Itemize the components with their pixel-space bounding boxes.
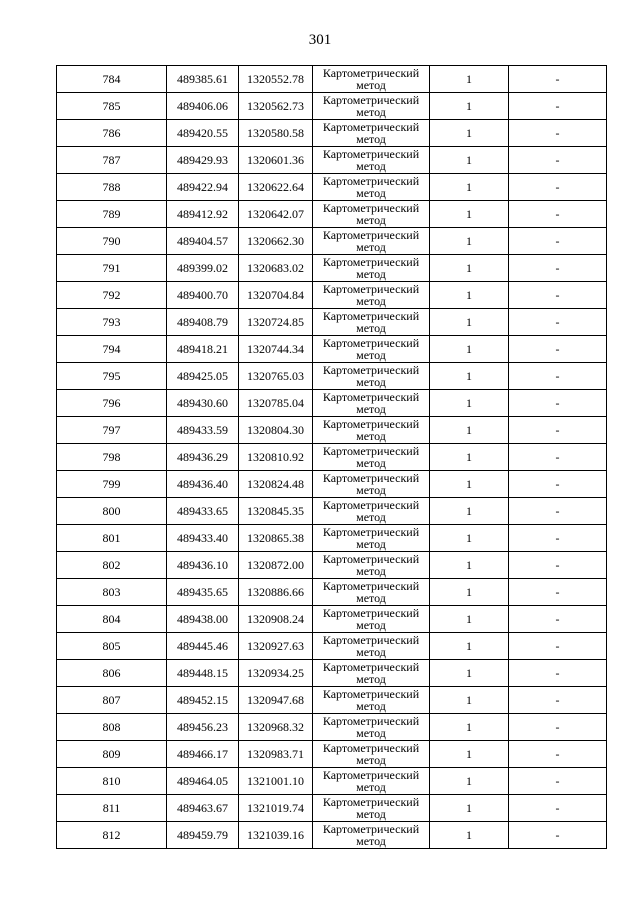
coord-y-cell: 1320824.48: [239, 471, 313, 498]
method-line-1: Картометрический: [322, 309, 420, 323]
method-line-1: Картометрический: [322, 363, 420, 377]
coord-x-cell: 489404.57: [167, 228, 239, 255]
method-cell: [313, 417, 430, 444]
table-row: [57, 822, 607, 849]
coord-y-cell: 1320934.25: [239, 660, 313, 687]
method-line-1: Картометрический: [322, 633, 420, 647]
point-number-cell: 784: [57, 66, 167, 93]
table-row: [57, 66, 607, 93]
method-line-2: метод: [356, 564, 386, 578]
table-row: [57, 795, 607, 822]
point-number-cell: 799: [57, 471, 167, 498]
note-cell: -: [509, 660, 607, 687]
coord-x-cell: 489425.05: [167, 363, 239, 390]
point-number-cell: 803: [57, 579, 167, 606]
method-line-1: Картометрический: [322, 579, 420, 593]
note-cell: -: [509, 255, 607, 282]
method-line-1: Картометрический: [322, 228, 420, 242]
table-row: [57, 363, 607, 390]
note-cell: -: [509, 390, 607, 417]
method-cell: [313, 282, 430, 309]
coord-y-cell: 1320947.68: [239, 687, 313, 714]
note-cell: -: [509, 444, 607, 471]
accuracy-cell: 1: [430, 390, 509, 417]
method-cell: [313, 174, 430, 201]
coord-y-cell: 1320562.73: [239, 93, 313, 120]
method-cell: [313, 795, 430, 822]
method-line-2: метод: [356, 429, 386, 443]
table-row: [57, 606, 607, 633]
method-line-1: Картометрический: [322, 336, 420, 350]
method-line-1: Картометрический: [322, 768, 420, 782]
coord-x-cell: 489433.59: [167, 417, 239, 444]
point-number-cell: 806: [57, 660, 167, 687]
note-cell: -: [509, 417, 607, 444]
table-row: [57, 390, 607, 417]
coord-x-cell: 489418.21: [167, 336, 239, 363]
coord-x-cell: 489459.79: [167, 822, 239, 849]
coord-y-cell: 1320662.30: [239, 228, 313, 255]
coord-y-cell: 1320744.34: [239, 336, 313, 363]
point-number-cell: 791: [57, 255, 167, 282]
coord-y-cell: 1320622.64: [239, 174, 313, 201]
point-number-cell: 790: [57, 228, 167, 255]
method-line-1: Картометрический: [322, 525, 420, 539]
accuracy-cell: 1: [430, 822, 509, 849]
coord-y-cell: 1320765.03: [239, 363, 313, 390]
coord-y-cell: 1320601.36: [239, 147, 313, 174]
accuracy-cell: 1: [430, 552, 509, 579]
coord-x-cell: 489420.55: [167, 120, 239, 147]
method-cell: [313, 120, 430, 147]
accuracy-cell: 1: [430, 282, 509, 309]
accuracy-cell: 1: [430, 336, 509, 363]
method-line-2: метод: [356, 753, 386, 767]
note-cell: -: [509, 309, 607, 336]
coord-x-cell: 489422.94: [167, 174, 239, 201]
point-number-cell: 810: [57, 768, 167, 795]
method-line-2: метод: [356, 834, 386, 848]
method-cell: [313, 498, 430, 525]
method-line-2: метод: [356, 321, 386, 335]
coord-x-cell: 489438.00: [167, 606, 239, 633]
coord-x-cell: 489400.70: [167, 282, 239, 309]
table-row: [57, 444, 607, 471]
coord-y-cell: 1320580.58: [239, 120, 313, 147]
coord-y-cell: 1320552.78: [239, 66, 313, 93]
method-line-2: метод: [356, 645, 386, 659]
note-cell: -: [509, 741, 607, 768]
accuracy-cell: 1: [430, 687, 509, 714]
method-line-1: Картометрический: [322, 498, 420, 512]
coord-x-cell: 489435.65: [167, 579, 239, 606]
method-cell: [313, 66, 430, 93]
method-line-2: метод: [356, 105, 386, 119]
accuracy-cell: 1: [430, 228, 509, 255]
point-number-cell: 809: [57, 741, 167, 768]
coord-y-cell: 1321001.10: [239, 768, 313, 795]
coord-y-cell: 1320908.24: [239, 606, 313, 633]
coord-x-cell: 489448.15: [167, 660, 239, 687]
point-number-cell: 789: [57, 201, 167, 228]
accuracy-cell: 1: [430, 309, 509, 336]
coord-x-cell: 489385.61: [167, 66, 239, 93]
method-cell: [313, 390, 430, 417]
table-row: [57, 525, 607, 552]
coord-y-cell: 1320845.35: [239, 498, 313, 525]
accuracy-cell: 1: [430, 714, 509, 741]
note-cell: -: [509, 768, 607, 795]
method-line-1: Картометрический: [322, 714, 420, 728]
accuracy-cell: 1: [430, 660, 509, 687]
table-row: [57, 579, 607, 606]
method-line-2: метод: [356, 375, 386, 389]
accuracy-cell: 1: [430, 606, 509, 633]
method-line-2: метод: [356, 213, 386, 227]
coord-x-cell: 489430.60: [167, 390, 239, 417]
method-cell: [313, 714, 430, 741]
method-line-1: Картометрический: [322, 741, 420, 755]
method-line-2: метод: [356, 294, 386, 308]
method-line-2: метод: [356, 726, 386, 740]
method-line-2: метод: [356, 456, 386, 470]
point-number-cell: 805: [57, 633, 167, 660]
coord-y-cell: 1320642.07: [239, 201, 313, 228]
note-cell: -: [509, 525, 607, 552]
coord-x-cell: 489406.06: [167, 93, 239, 120]
accuracy-cell: 1: [430, 363, 509, 390]
table-row: [57, 174, 607, 201]
table-body: [57, 66, 607, 849]
accuracy-cell: 1: [430, 741, 509, 768]
point-number-cell: 812: [57, 822, 167, 849]
table-row: [57, 255, 607, 282]
method-line-1: Картометрический: [322, 687, 420, 701]
coord-y-cell: 1321019.74: [239, 795, 313, 822]
coord-x-cell: 489436.29: [167, 444, 239, 471]
table-row: [57, 660, 607, 687]
table-row: [57, 498, 607, 525]
coord-x-cell: 489452.15: [167, 687, 239, 714]
accuracy-cell: 1: [430, 525, 509, 552]
table-row: [57, 147, 607, 174]
method-line-1: Картометрический: [322, 822, 420, 836]
table-row: [57, 714, 607, 741]
note-cell: -: [509, 552, 607, 579]
method-line-1: Картометрический: [322, 795, 420, 809]
method-cell: [313, 606, 430, 633]
method-line-2: метод: [356, 132, 386, 146]
note-cell: -: [509, 336, 607, 363]
method-line-2: метод: [356, 591, 386, 605]
method-cell: [313, 228, 430, 255]
method-line-1: Картометрический: [322, 606, 420, 620]
coord-y-cell: 1320704.84: [239, 282, 313, 309]
method-line-2: метод: [356, 780, 386, 794]
coord-x-cell: 489408.79: [167, 309, 239, 336]
accuracy-cell: 1: [430, 147, 509, 174]
point-number-cell: 788: [57, 174, 167, 201]
note-cell: -: [509, 147, 607, 174]
method-line-2: метод: [356, 267, 386, 281]
point-number-cell: 795: [57, 363, 167, 390]
method-line-2: метод: [356, 537, 386, 551]
method-cell: [313, 147, 430, 174]
point-number-cell: 797: [57, 417, 167, 444]
accuracy-cell: 1: [430, 444, 509, 471]
coord-y-cell: 1320865.38: [239, 525, 313, 552]
note-cell: -: [509, 579, 607, 606]
coord-y-cell: 1320810.92: [239, 444, 313, 471]
accuracy-cell: 1: [430, 417, 509, 444]
point-number-cell: 811: [57, 795, 167, 822]
method-line-2: метод: [356, 618, 386, 632]
method-line-1: Картометрический: [322, 282, 420, 296]
coord-x-cell: 489445.46: [167, 633, 239, 660]
note-cell: -: [509, 120, 607, 147]
note-cell: -: [509, 201, 607, 228]
coord-x-cell: 489412.92: [167, 201, 239, 228]
coord-x-cell: 489463.67: [167, 795, 239, 822]
method-line-2: метод: [356, 510, 386, 524]
method-cell: [313, 633, 430, 660]
method-line-2: метод: [356, 807, 386, 821]
coord-x-cell: 489456.23: [167, 714, 239, 741]
accuracy-cell: 1: [430, 471, 509, 498]
coord-x-cell: 489429.93: [167, 147, 239, 174]
accuracy-cell: 1: [430, 174, 509, 201]
point-number-cell: 796: [57, 390, 167, 417]
method-cell: [313, 768, 430, 795]
method-line-1: Картометрический: [322, 201, 420, 215]
note-cell: -: [509, 498, 607, 525]
note-cell: -: [509, 66, 607, 93]
method-line-1: Картометрический: [322, 66, 420, 80]
coord-y-cell: 1320785.04: [239, 390, 313, 417]
method-line-1: Картометрический: [322, 174, 420, 188]
point-number-cell: 802: [57, 552, 167, 579]
table-row: [57, 417, 607, 444]
method-line-1: Картометрический: [322, 444, 420, 458]
table-row: [57, 768, 607, 795]
accuracy-cell: 1: [430, 66, 509, 93]
method-cell: [313, 741, 430, 768]
coord-x-cell: 489433.40: [167, 525, 239, 552]
point-number-cell: 786: [57, 120, 167, 147]
method-line-1: Картометрический: [322, 255, 420, 269]
method-line-2: метод: [356, 240, 386, 254]
method-line-2: метод: [356, 402, 386, 416]
point-number-cell: 785: [57, 93, 167, 120]
coord-y-cell: 1321039.16: [239, 822, 313, 849]
note-cell: -: [509, 363, 607, 390]
method-cell: [313, 93, 430, 120]
method-cell: [313, 552, 430, 579]
method-cell: [313, 336, 430, 363]
method-line-1: Картометрический: [322, 471, 420, 485]
coord-y-cell: 1320683.02: [239, 255, 313, 282]
note-cell: -: [509, 228, 607, 255]
method-line-1: Картометрический: [322, 417, 420, 431]
accuracy-cell: 1: [430, 120, 509, 147]
point-number-cell: 793: [57, 309, 167, 336]
point-number-cell: 807: [57, 687, 167, 714]
coord-x-cell: 489436.40: [167, 471, 239, 498]
accuracy-cell: 1: [430, 255, 509, 282]
point-number-cell: 800: [57, 498, 167, 525]
point-number-cell: 808: [57, 714, 167, 741]
method-cell: [313, 255, 430, 282]
coord-x-cell: 489464.05: [167, 768, 239, 795]
coord-x-cell: 489436.10: [167, 552, 239, 579]
note-cell: -: [509, 606, 607, 633]
note-cell: -: [509, 471, 607, 498]
table-row: [57, 282, 607, 309]
point-number-cell: 798: [57, 444, 167, 471]
method-line-1: Картометрический: [322, 147, 420, 161]
method-cell: [313, 660, 430, 687]
method-line-1: Картометрический: [322, 93, 420, 107]
point-number-cell: 794: [57, 336, 167, 363]
table-row: [57, 93, 607, 120]
method-line-2: метод: [356, 78, 386, 92]
method-cell: [313, 309, 430, 336]
method-line-1: Картометрический: [322, 552, 420, 566]
table-row: [57, 471, 607, 498]
method-cell: [313, 822, 430, 849]
coord-x-cell: 489399.02: [167, 255, 239, 282]
accuracy-cell: 1: [430, 498, 509, 525]
note-cell: -: [509, 174, 607, 201]
note-cell: -: [509, 714, 607, 741]
table-row: [57, 120, 607, 147]
note-cell: -: [509, 687, 607, 714]
method-cell: [313, 687, 430, 714]
table-row: [57, 309, 607, 336]
method-cell: [313, 444, 430, 471]
coord-x-cell: 489466.17: [167, 741, 239, 768]
coordinates-table: [56, 65, 607, 849]
coord-y-cell: 1320724.85: [239, 309, 313, 336]
table-row: [57, 741, 607, 768]
note-cell: -: [509, 822, 607, 849]
coord-y-cell: 1320886.66: [239, 579, 313, 606]
method-line-1: Картометрический: [322, 660, 420, 674]
note-cell: -: [509, 795, 607, 822]
accuracy-cell: 1: [430, 93, 509, 120]
method-line-2: метод: [356, 348, 386, 362]
method-cell: [313, 525, 430, 552]
coord-y-cell: 1320804.30: [239, 417, 313, 444]
point-number-cell: 787: [57, 147, 167, 174]
accuracy-cell: 1: [430, 633, 509, 660]
table-row: [57, 552, 607, 579]
note-cell: -: [509, 633, 607, 660]
accuracy-cell: 1: [430, 201, 509, 228]
method-cell: [313, 201, 430, 228]
method-line-1: Картометрический: [322, 120, 420, 134]
coord-y-cell: 1320872.00: [239, 552, 313, 579]
method-line-2: метод: [356, 186, 386, 200]
note-cell: -: [509, 93, 607, 120]
method-line-2: метод: [356, 699, 386, 713]
accuracy-cell: 1: [430, 579, 509, 606]
method-line-1: Картометрический: [322, 390, 420, 404]
accuracy-cell: 1: [430, 768, 509, 795]
note-cell: -: [509, 282, 607, 309]
method-line-2: метод: [356, 159, 386, 173]
coord-y-cell: 1320968.32: [239, 714, 313, 741]
coord-y-cell: 1320983.71: [239, 741, 313, 768]
method-line-2: метод: [356, 672, 386, 686]
method-cell: [313, 471, 430, 498]
accuracy-cell: 1: [430, 795, 509, 822]
point-number-cell: 801: [57, 525, 167, 552]
method-cell: [313, 363, 430, 390]
table-row: [57, 228, 607, 255]
table-row: [57, 633, 607, 660]
coord-y-cell: 1320927.63: [239, 633, 313, 660]
table-row: [57, 687, 607, 714]
point-number-cell: 804: [57, 606, 167, 633]
table-row: [57, 201, 607, 228]
point-number-cell: 792: [57, 282, 167, 309]
table-row: [57, 336, 607, 363]
page-number: 301: [308, 32, 332, 48]
coord-x-cell: 489433.65: [167, 498, 239, 525]
method-cell: [313, 579, 430, 606]
method-line-2: метод: [356, 483, 386, 497]
